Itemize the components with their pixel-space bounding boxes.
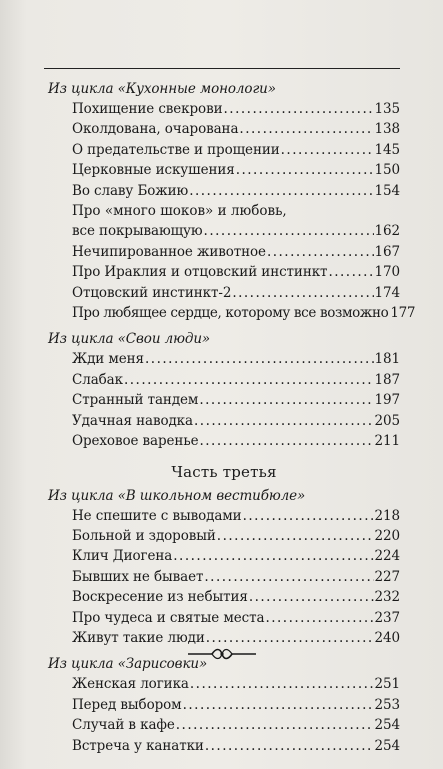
- dot-leader: [199, 390, 373, 410]
- toc-entry: [72, 221, 400, 241]
- toc-entry: [72, 160, 400, 180]
- entry-page: 135: [374, 101, 400, 117]
- entry-title: Встреча у канатки: [72, 737, 204, 754]
- entry-page: 227: [374, 568, 400, 585]
- entry-title: Не спешите с выводами: [72, 507, 242, 524]
- entry-title: О предательстве и прощении: [72, 141, 280, 158]
- entry-page: 138: [374, 121, 400, 138]
- dot-leader: [328, 262, 373, 282]
- entry-page: 254: [374, 737, 400, 754]
- entry-page: 232: [374, 589, 400, 606]
- entry-title: Ореховое варенье: [72, 433, 199, 450]
- entry-page: 220: [374, 527, 400, 544]
- toc-entry: [72, 390, 400, 410]
- dot-leader: [183, 695, 374, 715]
- entry-title: Перед выбором: [72, 696, 182, 713]
- toc-entry: [72, 695, 400, 715]
- dot-leader: [199, 431, 373, 451]
- dot-leader: [249, 587, 374, 607]
- dot-leader: [124, 370, 374, 390]
- entry-page: 150: [374, 162, 400, 179]
- dot-leader: [239, 119, 373, 139]
- entry-page: 170: [374, 264, 400, 281]
- toc-entry: [72, 140, 400, 160]
- dot-leader: [204, 221, 374, 241]
- entry-title: Бывших не бывает: [72, 568, 204, 585]
- dot-leader: [223, 99, 373, 119]
- toc-entry: [72, 99, 400, 119]
- entry-page: 197: [374, 392, 400, 409]
- entry-page: 237: [374, 609, 400, 626]
- dot-leader: [243, 506, 374, 526]
- entry-page: 251: [374, 676, 400, 693]
- toc-entry: [72, 587, 400, 607]
- dot-leader: [217, 526, 374, 546]
- entry-page: 177: [390, 305, 416, 322]
- toc-entry: [72, 411, 400, 431]
- entry-page: 211: [374, 433, 400, 450]
- entry-page: 254: [374, 717, 400, 734]
- toc-entry: [72, 736, 400, 756]
- cycle-heading: Из цикла «В школьном вестибюле»: [48, 487, 306, 504]
- entry-page: 145: [374, 141, 400, 158]
- dot-leader: [190, 674, 374, 694]
- toc-entry: [72, 262, 400, 282]
- entry-title: Во славу Божию: [72, 182, 189, 199]
- toc-entry: [72, 546, 400, 566]
- entry-page: 181: [374, 351, 400, 368]
- dot-leader: [236, 160, 374, 180]
- entry-title: Про чудеса и святые места: [72, 609, 265, 626]
- cycle-heading: Из цикла «Кухонные монологи»: [48, 81, 276, 97]
- entry-title-first-line: Про «много шоков» и любовь,: [72, 203, 287, 220]
- toc-entry: [72, 608, 400, 628]
- entry-title: Церковные искушения: [72, 162, 235, 179]
- entry-title: Больной и здоровый: [72, 527, 216, 544]
- part-title: Часть третья: [171, 462, 277, 481]
- dot-leader: [173, 546, 373, 566]
- dot-leader: [204, 567, 373, 587]
- entry-title: Странный тандем: [72, 392, 199, 409]
- entry-title: все покрывающую: [72, 223, 203, 240]
- entry-page: 187: [374, 371, 400, 388]
- entry-page: 253: [374, 696, 400, 713]
- dot-leader: [281, 140, 374, 160]
- entry-title: Нечипированное животное: [72, 243, 266, 260]
- entry-title: Воскресение из небытия: [72, 589, 248, 606]
- toc-entry: [72, 715, 400, 735]
- dot-leader: [265, 608, 373, 628]
- entry-title: Случай в кафе: [72, 717, 175, 734]
- toc-entry: [72, 431, 400, 451]
- toc-entry: [72, 242, 400, 262]
- toc-entry: [72, 181, 400, 201]
- entry-title: Клич Диогена: [72, 548, 173, 565]
- dot-leader: [205, 736, 374, 756]
- entry-title: Женская логика: [72, 676, 189, 693]
- entry-title: Живут такие люди: [72, 629, 205, 646]
- cycle-heading: Из цикла «Зарисовки»: [48, 656, 208, 673]
- entry-page: 218: [374, 507, 400, 524]
- toc-entry: [72, 506, 400, 526]
- toc-entry: [72, 370, 400, 390]
- entry-page: 167: [374, 243, 400, 260]
- toc-entry: [72, 567, 400, 587]
- entry-title: Про Ираклия и отцовский инстинкт: [72, 264, 328, 281]
- dot-leader: [176, 715, 374, 735]
- toc-entry: [72, 119, 400, 139]
- cycle-heading: Из цикла «Свои люди»: [48, 331, 211, 348]
- entry-page: 224: [374, 548, 400, 565]
- entry-page: 154: [374, 182, 400, 199]
- toc-entry: [72, 303, 416, 323]
- top-rule: [44, 68, 400, 69]
- entry-title: Слабак: [72, 371, 123, 388]
- entry-title: Про любящее сердце, которому все возможно: [72, 305, 389, 322]
- toc-entry: [72, 349, 400, 369]
- toc-entry: [72, 283, 400, 303]
- entry-page: 162: [374, 223, 400, 240]
- entry-page: 240: [374, 629, 400, 646]
- dot-leader: [145, 349, 374, 369]
- dot-leader: [189, 181, 373, 201]
- entry-title: Околдована, очарована: [72, 121, 239, 138]
- dot-leader: [194, 411, 374, 431]
- entry-title: Удачная наводка: [72, 412, 193, 429]
- toc-entry: [72, 526, 400, 546]
- entry-title: Похищение свекрови: [72, 101, 223, 117]
- entry-page: 174: [374, 284, 400, 301]
- dot-leader: [267, 242, 374, 262]
- toc-entry: [72, 674, 400, 694]
- ornament-icon: [186, 646, 258, 662]
- entry-page: 205: [374, 412, 400, 429]
- dot-leader: [232, 283, 373, 303]
- entry-title: Жди меня: [72, 351, 144, 368]
- entry-title: Отцовский инстинкт-2: [72, 284, 232, 301]
